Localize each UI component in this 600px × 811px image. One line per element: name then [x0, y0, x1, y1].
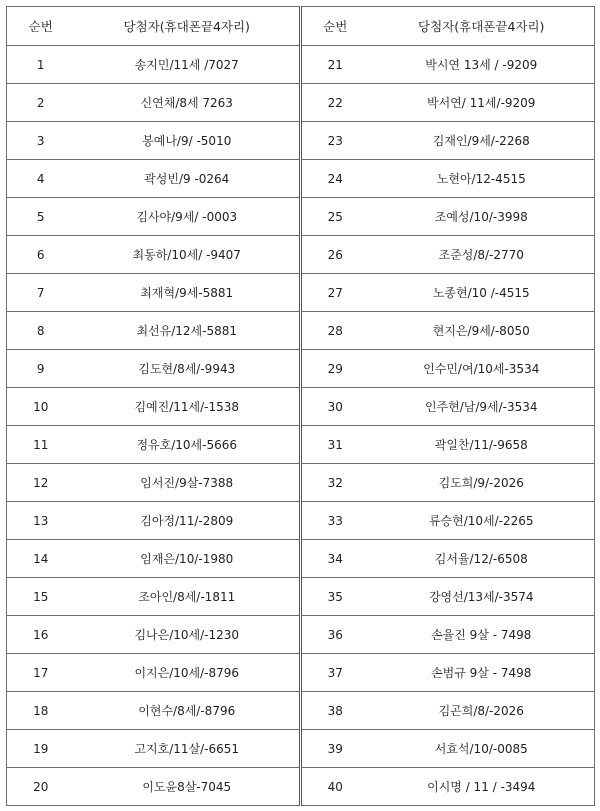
- right-name-cell: 박서연/ 11세/-9209: [369, 84, 595, 122]
- right-num-cell: 38: [301, 692, 369, 730]
- table-row: [7, 730, 595, 768]
- left-num-cell: 20: [7, 768, 75, 806]
- table-row: [7, 692, 595, 730]
- left-num-cell: 7: [7, 274, 75, 312]
- table-row: [7, 502, 595, 540]
- right-name-cell: 류승현/10세/-2265: [369, 502, 595, 540]
- right-num-cell: 22: [301, 84, 369, 122]
- table-row: [7, 46, 595, 84]
- left-num-cell: 6: [7, 236, 75, 274]
- table-row: [7, 578, 595, 616]
- table-row: [7, 426, 595, 464]
- right-num-cell: 33: [301, 502, 369, 540]
- header-left-name: 당첨자(휴대폰끝4자리): [75, 7, 301, 46]
- left-name-cell: 정유호/10세-5666: [75, 426, 301, 464]
- right-num-cell: 27: [301, 274, 369, 312]
- right-name-cell: 박시연 13세 / -9209: [369, 46, 595, 84]
- left-num-cell: 15: [7, 578, 75, 616]
- right-num-cell: 35: [301, 578, 369, 616]
- right-name-cell: 김재인/9세/-2268: [369, 122, 595, 160]
- right-name-cell: 손범규 9살 - 7498: [369, 654, 595, 692]
- table-row: [7, 122, 595, 160]
- right-name-cell: 노현아/12-4515: [369, 160, 595, 198]
- left-num-cell: 1: [7, 46, 75, 84]
- table-row: [7, 312, 595, 350]
- right-num-cell: 23: [301, 122, 369, 160]
- left-name-cell: 최재혁/9세-5881: [75, 274, 301, 312]
- right-num-cell: 29: [301, 350, 369, 388]
- left-num-cell: 17: [7, 654, 75, 692]
- left-num-cell: 2: [7, 84, 75, 122]
- table-row: [7, 236, 595, 274]
- winners-table-container: [6, 6, 595, 806]
- right-name-cell: 강영선/13세/-3574: [369, 578, 595, 616]
- left-name-cell: 임서진/9살-7388: [75, 464, 301, 502]
- right-name-cell: 김도희/9/-2026: [369, 464, 595, 502]
- left-num-cell: 13: [7, 502, 75, 540]
- table-row: [7, 654, 595, 692]
- table-row: [7, 616, 595, 654]
- left-name-cell: 이도윤8살-7045: [75, 768, 301, 806]
- right-name-cell: 서효석/10/-0085: [369, 730, 595, 768]
- left-name-cell: 신연채/8세 7263: [75, 84, 301, 122]
- left-name-cell: 김도현/8세/-9943: [75, 350, 301, 388]
- right-num-cell: 36: [301, 616, 369, 654]
- table-row: [7, 274, 595, 312]
- right-num-cell: 34: [301, 540, 369, 578]
- left-name-cell: 김사야/9세/ -0003: [75, 198, 301, 236]
- table-body: [7, 46, 595, 806]
- right-num-cell: 28: [301, 312, 369, 350]
- left-num-cell: 8: [7, 312, 75, 350]
- right-name-cell: 이시명 / 11 / -3494: [369, 768, 595, 806]
- left-num-cell: 11: [7, 426, 75, 464]
- left-name-cell: 임재은/10/-1980: [75, 540, 301, 578]
- left-num-cell: 14: [7, 540, 75, 578]
- left-name-cell: 최동하/10세/ -9407: [75, 236, 301, 274]
- table-row: [7, 768, 595, 806]
- right-num-cell: 26: [301, 236, 369, 274]
- right-name-cell: 조준성/8/-2770: [369, 236, 595, 274]
- header-left-num: 순번: [7, 7, 75, 46]
- table-row: [7, 464, 595, 502]
- right-num-cell: 30: [301, 388, 369, 426]
- left-name-cell: 송지민/11세 /7027: [75, 46, 301, 84]
- table-row: [7, 350, 595, 388]
- left-name-cell: 김예진/11세/-1538: [75, 388, 301, 426]
- header-right-name: 당첨자(휴대폰끝4자리): [369, 7, 595, 46]
- left-name-cell: 곽성빈/9 -0264: [75, 160, 301, 198]
- left-name-cell: 고지호/11살/-6651: [75, 730, 301, 768]
- table-row: [7, 540, 595, 578]
- header-right-num: 순번: [301, 7, 369, 46]
- left-num-cell: 4: [7, 160, 75, 198]
- left-name-cell: 봉예나/9/ -5010: [75, 122, 301, 160]
- right-num-cell: 31: [301, 426, 369, 464]
- right-num-cell: 24: [301, 160, 369, 198]
- right-name-cell: 인수민/여/10세-3534: [369, 350, 595, 388]
- right-num-cell: 21: [301, 46, 369, 84]
- left-name-cell: 이지은/10세/-8796: [75, 654, 301, 692]
- left-name-cell: 최선유/12세-5881: [75, 312, 301, 350]
- right-name-cell: 김곤희/8/-2026: [369, 692, 595, 730]
- left-num-cell: 3: [7, 122, 75, 160]
- left-name-cell: 김아정/11/-2809: [75, 502, 301, 540]
- right-name-cell: 손율진 9살 - 7498: [369, 616, 595, 654]
- table-row: [7, 388, 595, 426]
- right-num-cell: 25: [301, 198, 369, 236]
- left-num-cell: 16: [7, 616, 75, 654]
- table-row: [7, 84, 595, 122]
- right-num-cell: 37: [301, 654, 369, 692]
- left-num-cell: 18: [7, 692, 75, 730]
- right-name-cell: 노종현/10 /-4515: [369, 274, 595, 312]
- left-name-cell: 이현수/8세/-8796: [75, 692, 301, 730]
- right-num-cell: 40: [301, 768, 369, 806]
- right-name-cell: 곽일찬/11/-9658: [369, 426, 595, 464]
- table-header-row: [7, 7, 595, 46]
- right-num-cell: 32: [301, 464, 369, 502]
- left-name-cell: 김나은/10세/-1230: [75, 616, 301, 654]
- table-row: [7, 198, 595, 236]
- left-num-cell: 12: [7, 464, 75, 502]
- winners-table: [6, 6, 595, 806]
- table-row: [7, 160, 595, 198]
- right-num-cell: 39: [301, 730, 369, 768]
- right-name-cell: 인주현/남/9세/-3534: [369, 388, 595, 426]
- left-num-cell: 9: [7, 350, 75, 388]
- left-num-cell: 19: [7, 730, 75, 768]
- left-name-cell: 조아인/8세/-1811: [75, 578, 301, 616]
- right-name-cell: 김서율/12/-6508: [369, 540, 595, 578]
- right-name-cell: 조예성/10/-3998: [369, 198, 595, 236]
- left-num-cell: 5: [7, 198, 75, 236]
- left-num-cell: 10: [7, 388, 75, 426]
- right-name-cell: 현지은/9세/-8050: [369, 312, 595, 350]
